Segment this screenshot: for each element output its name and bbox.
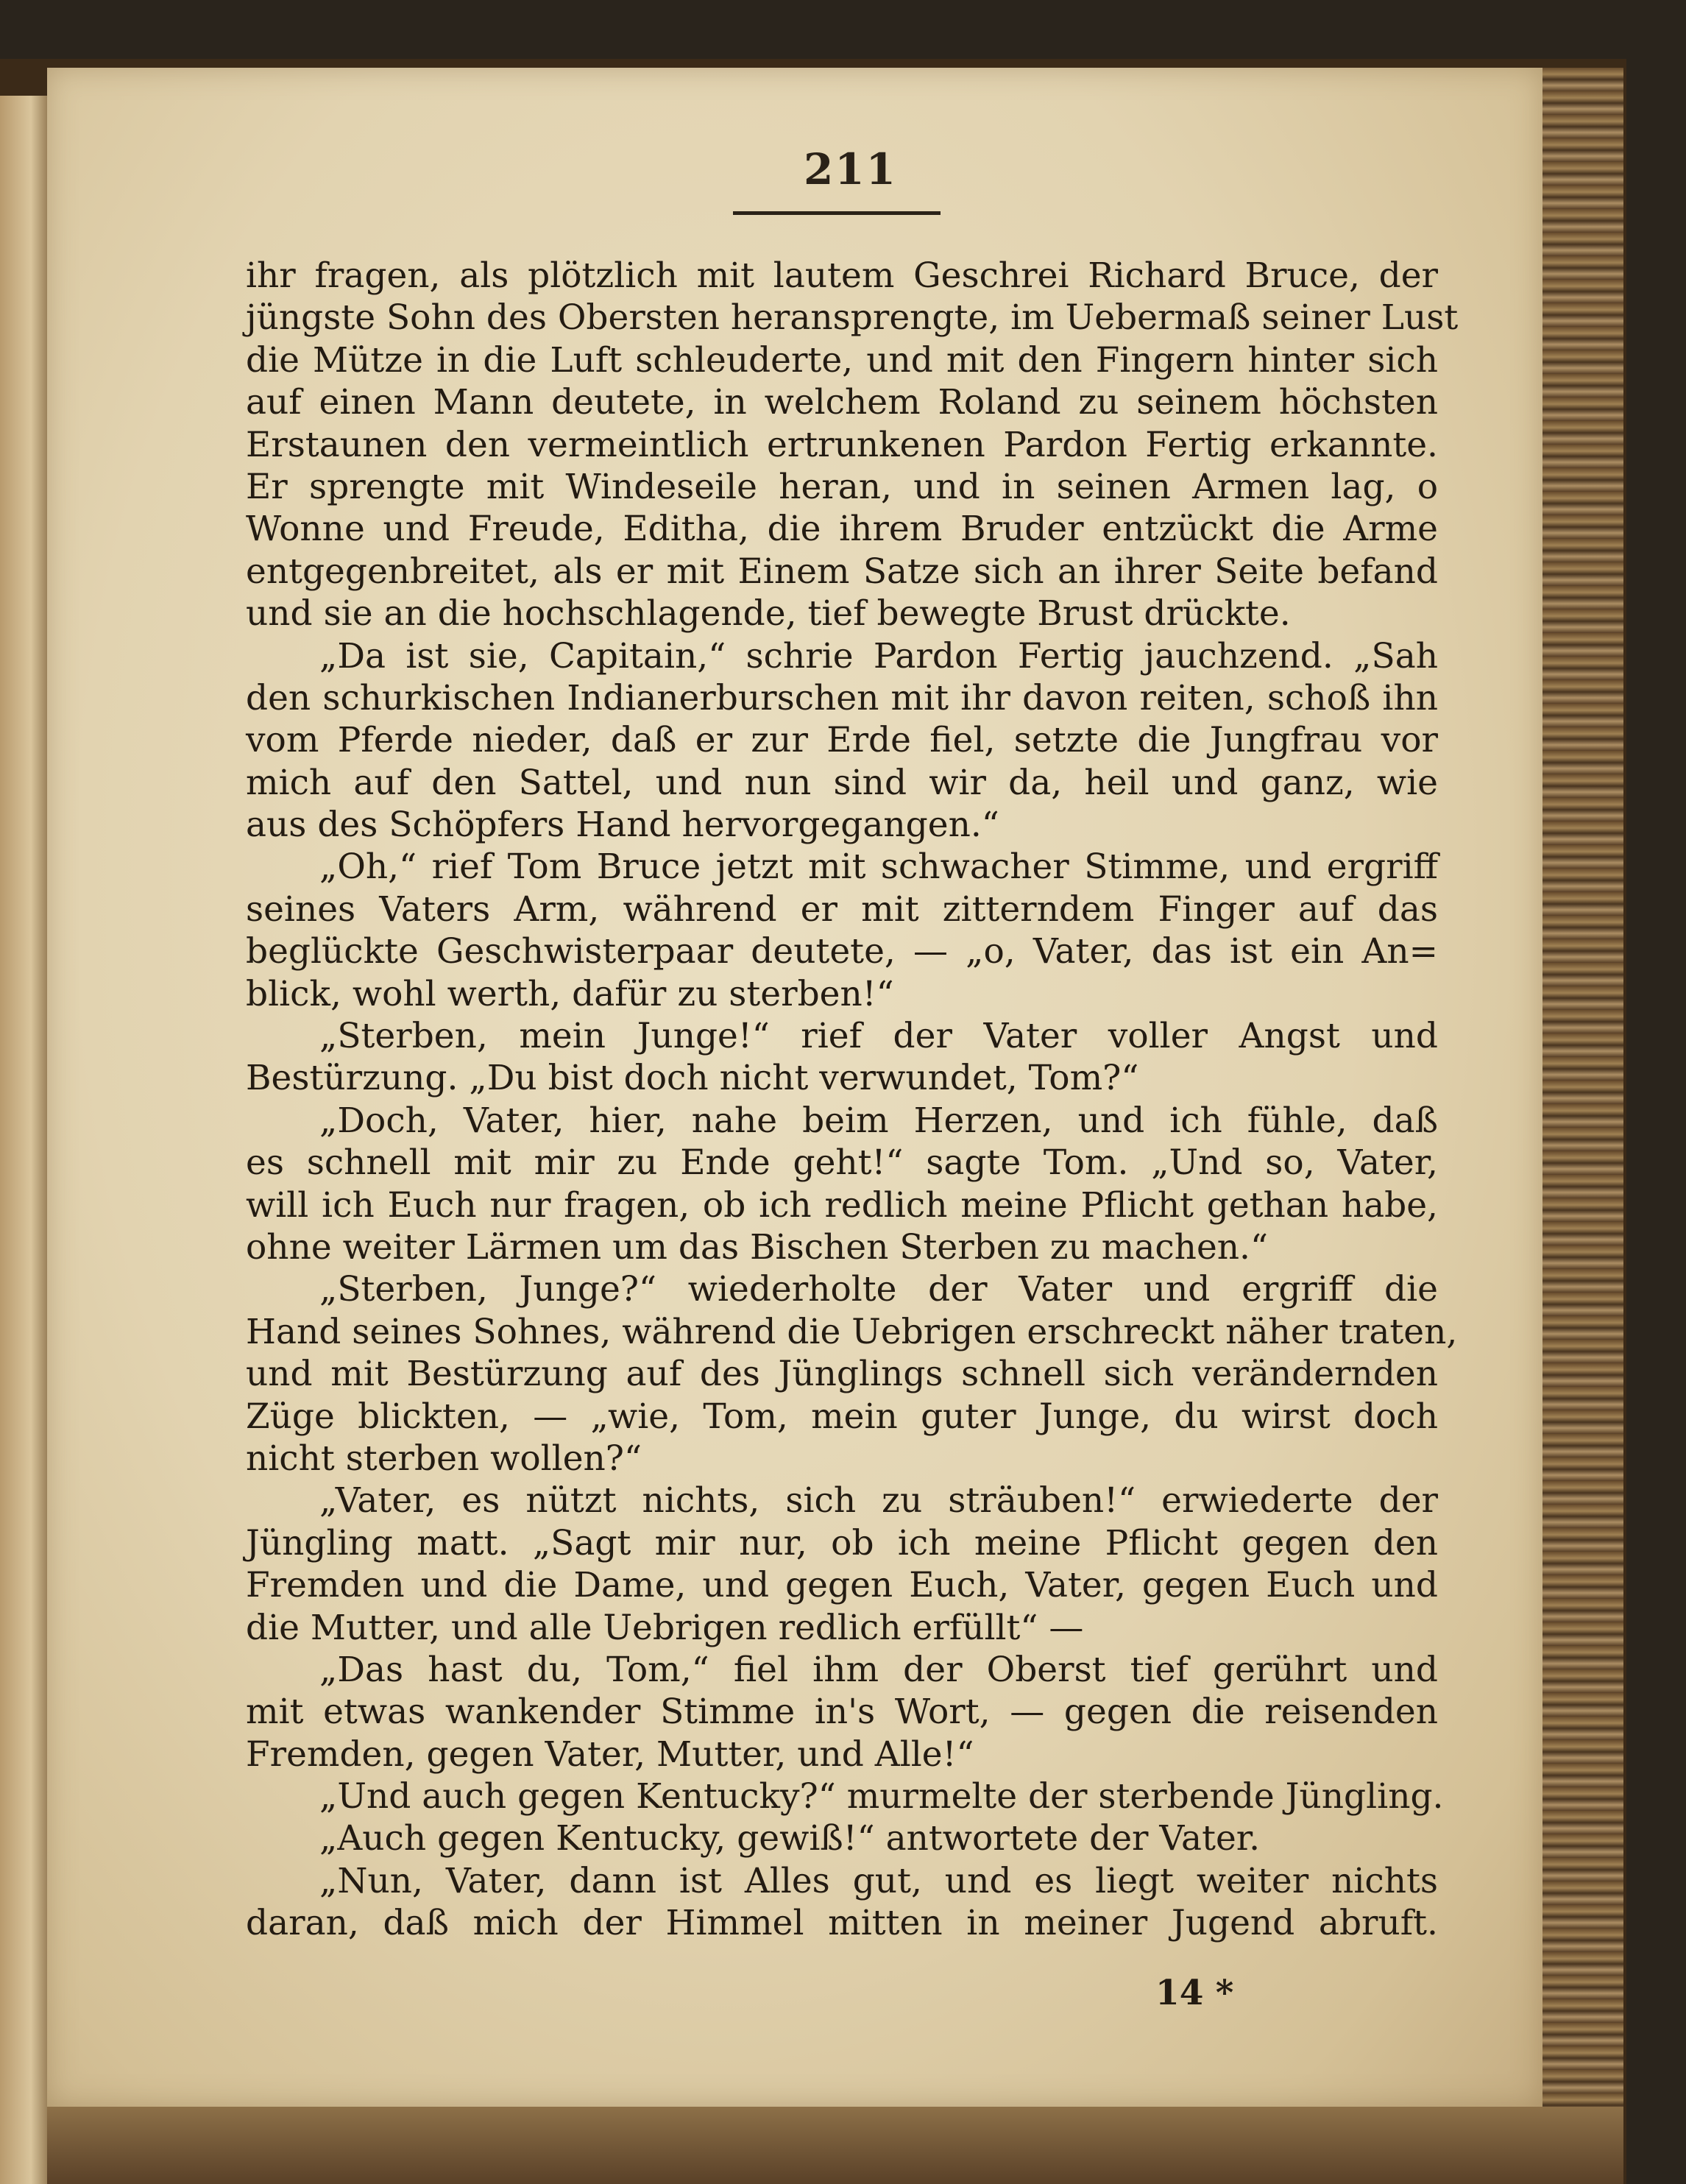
text-line: seines Vaters Arm, während er mit zitterndem Finger auf das xyxy=(246,888,1438,930)
text-line: aus des Schöpfers Hand hervorgegangen.“ xyxy=(246,805,999,846)
text-line: mit etwas wankender Stimme in's Wort, — gegen die reisenden xyxy=(246,1692,1438,1733)
text-line: und sie an die hochschlagende, tief bewegte Brust drückte. xyxy=(246,593,1291,635)
text-line: „Und auch gegen Kentucky?“ murmelte der sterbende Jüngling. xyxy=(319,1776,1444,1817)
text-line: „Da ist sie, Capitain,“ schrie Pardon Fertig jauchzend. „Sah xyxy=(319,635,1438,676)
text-line: Fremden und die Dame, und gegen Euch, Vater, gegen Euch und xyxy=(246,1565,1438,1606)
text-line: den schurkischen Indianerburschen mit ihr davon reiten, schoß ihn xyxy=(246,677,1438,718)
text-line: will ich Euch nur fragen, ob ich redlich meine Pflicht gethan habe, xyxy=(246,1184,1438,1226)
text-line: „Sterben, Junge?“ wiederholte der Vater und ergriff die xyxy=(319,1269,1438,1310)
text-line: auf einen Mann deutete, in welchem Roland zu seinem höchsten xyxy=(246,382,1438,423)
text-line: blick, wohl werth, dafür zu sterben!“ xyxy=(246,973,894,1014)
text-line: Hand seines Sohnes, während die Uebrigen erschreckt näher traten, xyxy=(246,1311,1458,1352)
text-line: Jüngling matt. „Sagt mir nur, ob ich meine Pflicht gegen den xyxy=(246,1522,1438,1563)
text-line: Fremden, gegen Vater, Mutter, und Alle!“ xyxy=(246,1734,974,1775)
text-line: „Das hast du, Tom,“ fiel ihm der Oberst tief gerührt und xyxy=(319,1649,1438,1690)
text-line: Bestürzung. „Du bist doch nicht verwundet, Tom?“ xyxy=(246,1058,1139,1099)
text-line: Züge blickten, — „wie, Tom, mein guter Junge, du wirst doch xyxy=(246,1396,1438,1437)
text-line: Erstaunen den vermeintlich ertrunkenen Pardon Fertig erkannte. xyxy=(246,424,1438,465)
page-number-rule xyxy=(733,211,941,215)
facing-page-edge xyxy=(0,96,52,2184)
text-line: Wonne und Freude, Editha, die ihrem Bruder entzückt die Arme xyxy=(246,509,1438,550)
text-line: jüngste Sohn des Obersten heransprengte, im Uebermaß seiner Lust xyxy=(246,297,1459,339)
body-text xyxy=(246,255,1459,1945)
text-line: „Auch gegen Kentucky, gewiß!“ antwortete der Vater. xyxy=(319,1818,1261,1859)
text-line: Er sprengte mit Windeseile heran, und in seinen Armen lag, o xyxy=(246,466,1438,507)
page-number: 211 xyxy=(803,144,898,194)
page-stack-edge xyxy=(1542,68,1623,2107)
text-line: „Doch, Vater, hier, nahe beim Herzen, und ich fühle, daß xyxy=(319,1100,1438,1141)
text-line: ohne weiter Lärmen um das Bischen Sterben zu machen.“ xyxy=(246,1226,1269,1268)
text-line: es schnell mit mir zu Ende geht!“ sagte Tom. „Und so, Vater, xyxy=(246,1142,1438,1184)
text-line: und mit Bestürzung auf des Jünglings schnell sich verändernden xyxy=(246,1354,1438,1395)
text-line: mich auf den Sattel, und nun sind wir da, heil und ganz, wie xyxy=(246,762,1438,803)
text-line: die Mütze in die Luft schleuderte, und mit den Fingern hinter sich xyxy=(246,339,1438,381)
text-line: beglückte Geschwisterpaar deutete, — „o, Vater, das ist ein An= xyxy=(246,931,1438,972)
text-line: daran, daß mich der Himmel mitten in meiner Jugend abruft. xyxy=(246,1903,1438,1944)
text-line: ihr fragen, als plötzlich mit lautem Geschrei Richard Bruce, der xyxy=(246,255,1438,296)
text-line: „Oh,“ rief Tom Bruce jetzt mit schwacher Stimme, und ergriff xyxy=(319,847,1438,888)
text-line: nicht sterben wollen?“ xyxy=(246,1438,642,1479)
book-bottom-edge xyxy=(47,2107,1623,2184)
text-line: „Nun, Vater, dann ist Alles gut, und es liegt weiter nichts xyxy=(319,1860,1438,1901)
text-line: die Mutter, und alle Uebrigen redlich erfüllt“ — xyxy=(246,1607,1084,1648)
printer-signature: 14 * xyxy=(1155,1973,1234,2013)
text-line: „Vater, es nützt nichts, sich zu sträuben!“ erwiederte der xyxy=(319,1480,1438,1522)
text-line: „Sterben, mein Junge!“ rief der Vater voller Angst und xyxy=(319,1016,1438,1057)
text-line: entgegenbreitet, als er mit Einem Satze sich an ihrer Seite befand xyxy=(246,551,1438,592)
text-line: vom Pferde nieder, daß er zur Erde fiel, setzte die Jungfrau vor xyxy=(246,720,1438,761)
